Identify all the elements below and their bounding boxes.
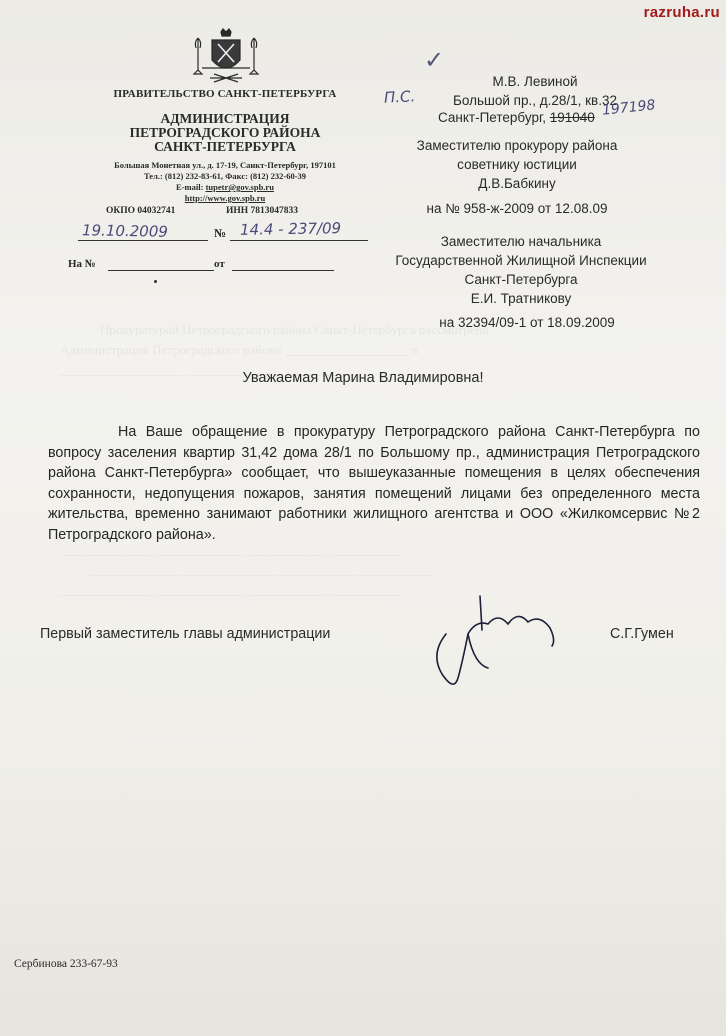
reply-to-label: На № bbox=[68, 258, 96, 270]
letter-body: На Ваше обращение в прокуратуру Петроградского района Санкт-Петербурга по вопросу заселения квартир 31,42 дома 28/1 по Большому пр., администрация Петроградского района Санкт-Петербурга» сообщает, что вышеуказанные помещения в целях обеспечения сохранности, недопущения пожаров, занятия помещений лицами без определенного места жительства, временно занимают работники жилищного агентства и ООО «Жилкомсервис №2 Петроградского района». bbox=[48, 424, 700, 543]
coat-of-arms-icon bbox=[190, 28, 262, 86]
addressee-2-line-1: Заместителю прокурору района bbox=[416, 138, 618, 153]
reply-date-line bbox=[232, 270, 334, 271]
executor-contact: Сербинова 233-67-93 bbox=[14, 958, 118, 970]
letterhead-email-row bbox=[50, 182, 400, 192]
letterhead-phone: Тел.: (812) 232-83-61, Факс: (812) 232-60-39 bbox=[143, 171, 307, 181]
addressee-3-line-2: Государственной Жилищной Инспекции bbox=[395, 253, 647, 268]
signatory-title: Первый заместитель главы администрации bbox=[40, 626, 331, 642]
handwritten-initials: П.С. bbox=[383, 87, 416, 107]
okpo-code: ОКПО 04032741 bbox=[106, 206, 176, 216]
addressee-1-name: М.В. Левиной bbox=[492, 74, 578, 89]
government-heading: ПРАВИТЕЛЬСТВО САНКТ-ПЕТЕРБУРГА bbox=[113, 88, 337, 100]
number-line bbox=[230, 240, 368, 241]
addressee-3-reference: на 32394/09-1 от 18.09.2009 bbox=[439, 315, 615, 330]
number-sign: № bbox=[214, 226, 227, 240]
addressee-1-zip-struck: 191040 bbox=[549, 110, 595, 125]
handwritten-number: 14.4 - 237/09 bbox=[239, 219, 342, 239]
addressee-2-line-3: Д.В.Бабкину bbox=[478, 176, 556, 191]
signatory-name: С.Г.Гумен bbox=[610, 626, 674, 642]
letterhead-address: Большая Монетная ул., д. 17-19, Санкт-Петербург, 197101 bbox=[114, 160, 336, 170]
addressee-2-reference: на № 958-ж-2009 от 12.08.09 bbox=[426, 201, 608, 216]
addressee-3-line-4: Е.И. Тратникову bbox=[470, 291, 572, 306]
email-link[interactable]: tupetr@gov.spb.ru bbox=[205, 182, 274, 192]
administration-line-1: АДМИНИСТРАЦИЯ bbox=[160, 111, 290, 126]
reply-date-label: от bbox=[214, 258, 225, 270]
addressee-3-line-1: Заместителю начальника bbox=[440, 234, 602, 249]
addressee-1-street: Большой пр., д.28/1, кв.32 bbox=[453, 93, 617, 108]
inn-code: ИНН 7813047833 bbox=[226, 206, 299, 216]
addressee-3-line-3: Санкт-Петербурга bbox=[464, 272, 578, 287]
email-label: E-mail: bbox=[176, 182, 204, 192]
handwritten-signature bbox=[428, 594, 568, 694]
watermark: razruha.ru bbox=[643, 4, 720, 21]
salutation: Уважаемая Марина Владимировна! bbox=[242, 370, 484, 386]
letter-page: Прокуратурой Петроградского района Санкт-Петербурга рассмотрено Администрация Петроградского района ___________________ в ___________________ ___________________ _______ ______________ ______________ ____________ ___________ ______________ ______________ ____________ ___________ ______________ ______________ ____________ ___________ razruha.ru ПРАВИТЕЛЬСТВО САНКТ-ПЕТЕРБУРГА АДМИНИСТРАЦИЯ ПЕТРОГРАДСКОГО РАЙОНА САНКТ-ПЕТЕРБУРГА Большая Монетная ул., д. 17-19, Санкт-Петербург, 197101 Тел.: (812) 232-83-61, Факс: (812) 232-60-39 E-mail: tupetr@gov.spb.ru http://www.gov.spb.ru ОКПО 04032741 ИНН 7813047833 19.10.2009 № 14.4 - 237/09 На № от ✓ П.С. М.В. Левиной Большой пр., д.28/1, кв.32 Санкт-Петербург, 191040 197198 Заместителю прокурору района советнику юстиции Д.В.Бабкину на № 958-ж-2009 от 12.08.09 Заместителю начальника Государственной Жилищной Инспекции Санкт-Петербурга Е.И. Тратникову на 32394/09-1 от 18.09.2009 Уважаемая Марина Владимировна! На Ваше обращение в прокуратуру Петроградского района Санкт-Петербурга по вопросу заселения квартир 31,42 дома 28/1 по Большому пр., администрация Петроградского района Санкт-Петербурга» сообщает, что вышеуказанные помещения в целях обеспечения сохранности, недопущения пожаров, занятия помещений лицами без определенного места жительства, временно занимают работники жилищного агентства и ООО «Жилкомсервис №2 Петроградского района». Первый заместитель главы администрации С.Г.Гумен Сербинова 233-67-93 bbox=[0, 0, 726, 1036]
website-link[interactable]: http://www.gov.spb.ru bbox=[184, 193, 266, 203]
addressee-1-city: Санкт-Петербург, bbox=[438, 110, 546, 125]
addressee-2-line-2: советнику юстиции bbox=[457, 157, 577, 172]
administration-line-3: САНКТ-ПЕТЕРБУРГА bbox=[154, 139, 296, 154]
dot-mark bbox=[154, 280, 157, 283]
check-mark: ✓ bbox=[424, 46, 445, 74]
handwritten-zip: 197198 bbox=[601, 97, 657, 119]
handwritten-date: 19.10.2009 bbox=[81, 221, 169, 241]
administration-line-2: ПЕТРОГРАДСКОГО РАЙОНА bbox=[129, 125, 321, 140]
addressee-1-city-row bbox=[438, 110, 595, 125]
reply-number-line bbox=[108, 270, 214, 271]
